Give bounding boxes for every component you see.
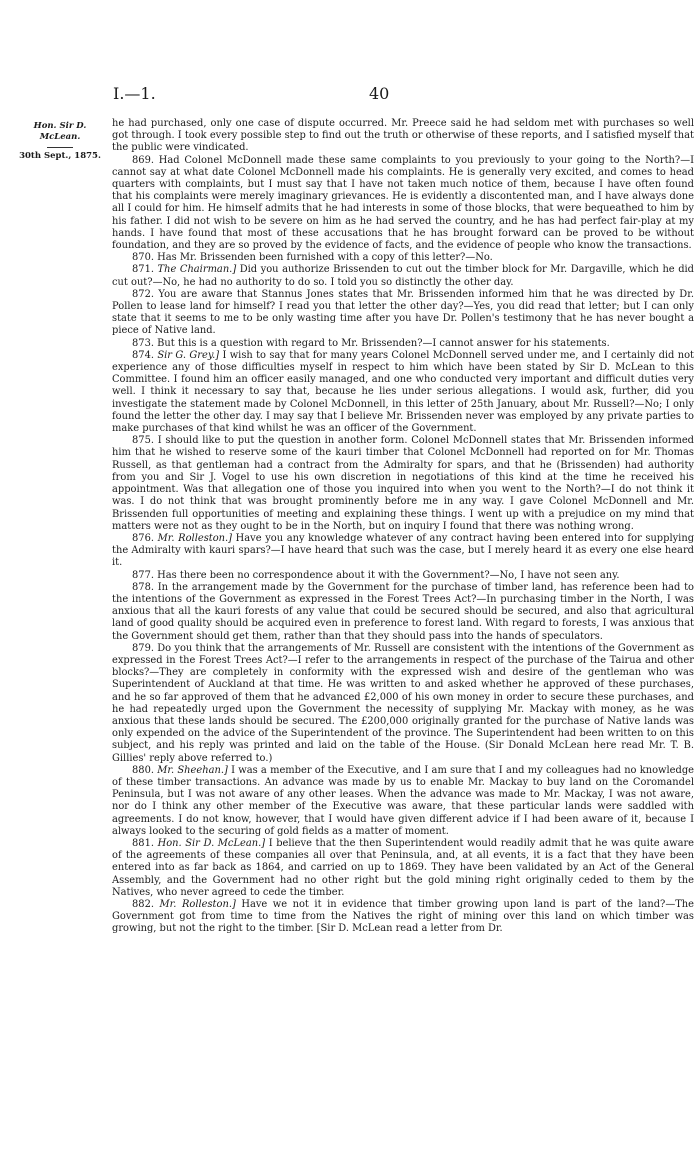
paragraph-text: In the arrangement made by the Government for the purchase of timber land, has reference been had to the intentions of the Government as expressed in the Forest Trees Act?—In purchasing timber in the North, I was anxious that all the kauri forests of any value that could be secured should be secured, and also that agricultural land of good quality should be acquired even in preference to forest land. With regard to forests, I was anxious that the Government should get them, rather than that they should pass into the hands of speculators.: [112, 581, 695, 642]
paragraph-text: Have we not it in evidence that timber growing upon land is part of the land?—The Government got from time to time from the Natives the right of mining over this land on which timber was growing, but not the right to the timber. [Sir D. McLean read a letter from Dr.: [112, 899, 695, 935]
speaker-name: Mr. Rolleston.]: [159, 899, 236, 910]
question-number: 879.: [132, 642, 154, 654]
paragraph-text: I wish to say that for many years Colonel McDonnell served under me, and I certainly did not experience any of those difficulties myself in respect to him which have been stated by Sir D. McLean to this Committee. I found him an officer easily managed, and one who conducted very important and difficult duties very well. I think it necessary to say that, because he lies under serious allegations. I would ask, further, did you investigate the statement made by Colonel McDonnell, in this letter of 25th January, about Mr. Russell?—No; I only found the letter the other day. I may say that I believe Mr. Brissenden never was employed by any private parties to make purchases of that kind whilst he was an officer of the Government.: [112, 349, 695, 435]
paragraph: [112, 289, 694, 338]
paragraph-text: Did you authorize Brissenden to cut out the timber block for Mr. Dargaville, which he did cut out?—No, he had no authority to do so. I told you so distinctly the other day.: [112, 264, 694, 288]
paragraph: [112, 338, 694, 350]
paragraph-text: Do you think that the arrangements of Mr. Russell are consistent with the intentions of the Government as expressed in the Forest Trees Act?—I refer to the arrangements in respect of the purchase of the Tairua and other blocks?—They are completely in conformity with the expressed wish and desire of the gentleman who was Superintendent of Auckland at that time. He was written to and asked whether he approved of these purchases, and he so far approved of them that he advanced £2,000 of his own money in order to secure these purchases, and he had repeatedly urged upon the Government the necessity of supplying Mr. Mackay with money, as he was anxious that these lands should be secured. The £200,000 originally granted for the purchase of Native lands was only expended on the advice of the Superintendent of the province. The Superintendent had been written to on this subject, and his reply was printed and laid on the table of the House. (Sir Donald McLean here read Mr. T. B. Gillies' reply above referred to.): [112, 642, 695, 764]
paragraph: [112, 155, 694, 253]
paragraph: [112, 765, 694, 838]
question-number: 871.: [132, 264, 154, 276]
question-number: 873.: [132, 337, 154, 349]
margin-note: [14, 121, 106, 162]
paragraph-text: But this is a question with regard to Mr. Brissenden?—I cannot answer for his statements.: [157, 337, 610, 349]
question-number: 875.: [132, 435, 154, 447]
paragraph: [112, 838, 694, 899]
paragraph: [112, 899, 694, 936]
paragraph: [112, 533, 694, 570]
speaker-name: The Chairman.]: [157, 264, 237, 276]
paragraph: [112, 582, 694, 643]
question-number: 874.: [132, 349, 154, 361]
question-number: 881.: [132, 837, 154, 849]
paragraph: [112, 570, 694, 582]
body-text: [112, 118, 694, 936]
question-number: 880.: [132, 764, 154, 776]
margin-divider: [47, 147, 73, 148]
question-number: 877.: [132, 569, 154, 581]
paragraph-text: I should like to put the question in another form. Colonel McDonnell states that Mr. Brissenden informed him that he wished to reserve some of the kauri timber that Colonel McDonnell had reported on for Mr. Thomas Russell, as that gentleman had a contract from the Admiralty for spars, and that he (Brissenden) had authority from you and Sir J. Vogel to use his own discretion in negotiations of this kind at the time he received his appointment. Was that allegation one of those you inquired into when you went to the North?—I do not think it was. I do not think that was brought prominently before me in any way. I gave Colonel McDonnell and Mr. Brissenden full opportunities of meeting and explaining these things. I went up with a prejudice on my mind that matters were not as they ought to be in the North, but on inquiry I found that there was nothing wrong.: [112, 435, 695, 532]
paragraph-text: Has Mr. Brissenden been furnished with a copy of this letter?—No.: [157, 252, 493, 264]
margin-speaker: Hon. Sir D. McLean.: [33, 121, 87, 142]
question-number: 876.: [132, 532, 154, 544]
paragraph-text: I was a member of the Executive, and I am sure that I and my colleagues had no knowledge of these timber transactions. An advance was made by us to enable Mr. Mackay to buy land on the Coromandel Peninsula, but I was not aware of any other leases. When the advance was made to Mr. Mackay, I was not aware, nor do I think any other member of the Executive was aware, that these particular lands were saddled with agreements. I do not know, however, that I would have given different advice if I had been aware of it, because I always looked to the securing of gold fields as a matter of moment.: [112, 764, 694, 837]
paragraph: [112, 118, 694, 155]
paragraph-text: You are aware that Stannus Jones states that Mr. Brissenden informed him that he was directed by Dr. Pollen to lease land for himself? I read you that letter the other day?—Yes, you did read that letter; but I can only state that it seems to me to be only wasting time after you have Dr. Pollen's testimony that he has never bought a piece of Native land.: [112, 288, 694, 337]
question-number: 869.: [132, 154, 154, 166]
paragraph: [112, 435, 694, 533]
paragraph-text: I believe that the then Superintendent would readily admit that he was quite aware of the agreements of these companies all over that Peninsula, and, at all events, it is a fact that they have been entered into as far back as 1864, and carried on up to 1869. They have been validated by an Act of the General Assembly, and the Government had no other right but the gold mining right originally ceded to them by the Natives, who never agreed to cede the timber.: [112, 837, 695, 898]
question-number: 872.: [132, 288, 154, 300]
paragraph: [112, 643, 694, 765]
paragraph: [112, 252, 694, 264]
paragraph: [112, 264, 694, 288]
document-reference: I.—1.: [113, 84, 156, 103]
paragraph-text: Have you any knowledge whatever of any contract having been entered into for supplying the Admiralty with kauri spars?—I have heard that such was the case, but I merely heard it as every one else heard it.: [112, 532, 695, 569]
paragraph-text: he had purchased, only one case of dispute occurred. Mr. Preece said he had seldom met with purchases so well got through. I took every possible step to find out the truth or otherwise of these reports, and I satisfied myself that the public were vindicated.: [112, 118, 694, 154]
question-number: 878.: [132, 581, 154, 593]
paragraph-text: Had Colonel McDonnell made these same complaints to you previously to your going to the North?—I cannot say at what date Colonel McDonnell made his complaints. He is generally very excited, and comes to head quarters with complaints, but I must say that I have not taken much notice of them, because I have often found that his complaints were merely imaginary grievances. He is evidently a discontented man, and I have always done all I could for him. He himself admits that he had interests in some of those blocks, that were bequeathed to him by his father. I did not wish to be severe on him as he had served the country, and he has had perfect fair-play at my hands. I have found that most of these accusations that he has brought forward can be proved to be without foundation, and they are so proved by the evidence of facts, and the evidence of people who know the transactions.: [112, 154, 694, 252]
speaker-name: Mr. Rolleston.]: [157, 532, 233, 544]
speaker-name: Mr. Sheehan.]: [157, 764, 228, 776]
question-number: 882.: [132, 899, 154, 910]
question-number: 870.: [132, 252, 154, 264]
speaker-name: Hon. Sir D. McLean.]: [157, 837, 266, 849]
margin-date: 30th Sept., 1875.: [19, 151, 101, 161]
page-header: [113, 84, 693, 104]
speaker-name: Sir G. Grey.]: [157, 349, 220, 361]
page-number: 40: [369, 84, 390, 103]
paragraph: [112, 350, 694, 435]
paragraph-text: Has there been no correspondence about it with the Government?—No, I have not seen any.: [157, 569, 620, 581]
